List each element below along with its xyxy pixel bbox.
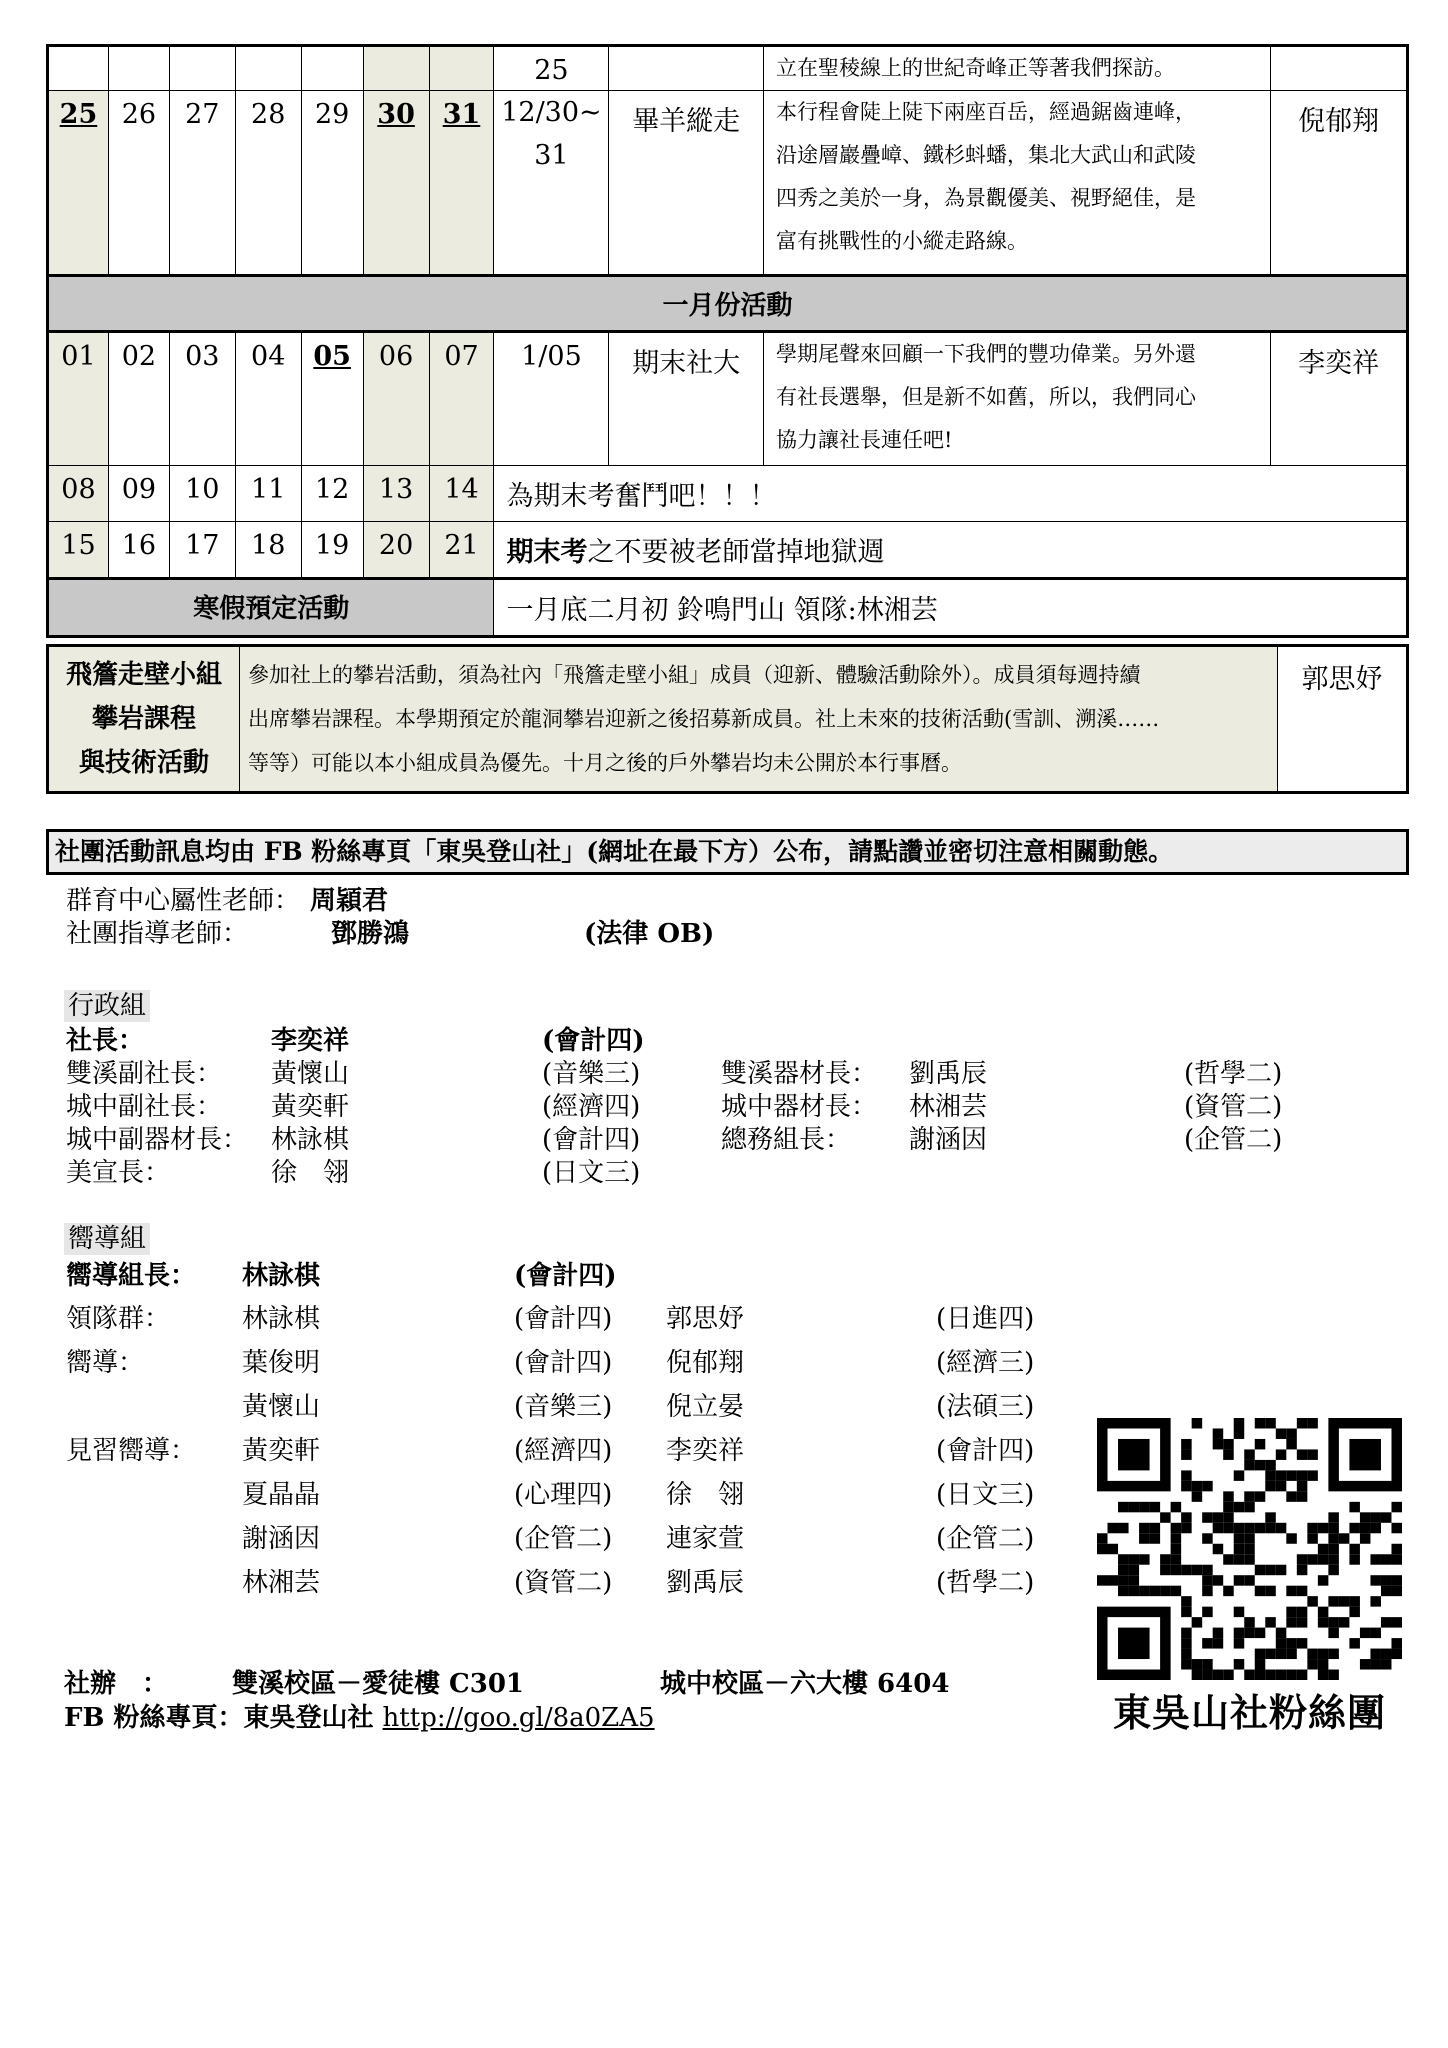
guide-name: 夏晶晶 [242,1480,321,1510]
schedule-row: 01 02 03 04 05 06 07 1/05 期末社大 學期尾聲來回顧一下我們的豐功偉業。另外還 有社長選舉，但是新不如舊，所以，我們同心 協力讓社長連任吧! 李奕祥 [48,332,1408,466]
admin-dept2: (哲學二) [1184,1059,1283,1089]
guide-title: 領隊群： [66,1304,171,1334]
event-name [609,46,764,91]
guide-dept: (心理四) [514,1480,613,1510]
guide-dept2: (日進四) [936,1304,1035,1334]
schedule-row: 25 26 27 28 29 30 31 12/30~ 31 畢羊縱走 本行程會陡上陡下兩座百岳，經過鋸齒連峰， 沿途層巖疊嶂、鐵杉蚪蟠，集北大武山和武陵 四秀之美於一身，為景觀優美、視野絕佳，是 富有挑戰性的小縱走路線。 倪郁翔 [48,91,1408,276]
guide-dept: (資管二) [514,1568,613,1598]
schedule-row: 08 09 10 11 12 13 14 為期末考奮鬥吧！！！ [48,466,1408,522]
guide-name: 黃懷山 [242,1392,321,1422]
club-office: 社辦 ： 雙溪校區－愛徒樓 C301 城中校區－六大樓 6404 [64,1669,950,1699]
admin-dept: (音樂三) [542,1059,641,1089]
event-name: 畢羊縱走 [609,91,764,276]
guide-dept: (會計四) [514,1348,613,1378]
guide-name2: 郭思妤 [666,1304,745,1334]
winter-activity-text: 一月底二月初 鈴鳴門山 領隊:林湘芸 [494,579,1408,637]
guide-name2: 倪立晏 [666,1392,745,1422]
guide-dept: (經濟四) [514,1436,613,1466]
admin-title2: 總務組長： [721,1125,852,1155]
guide-title: 嚮導： [66,1348,145,1378]
schedule-row [48,579,1408,637]
event-leader [1271,46,1408,91]
january-activities-heading: 一月份活動 [48,276,1408,332]
event-leader: 李奕祥 [1271,332,1408,466]
guide-title: 見習嚮導： [66,1436,197,1466]
event-date: 1/05 [494,332,609,466]
admin-dept: (會計四) [542,1125,641,1155]
guide-dept2: (法碩三) [936,1392,1035,1422]
guide-group-heading: 嚮導組 [64,1223,150,1255]
admin-title: 社長： [66,1026,145,1056]
guide-name: 謝涵因 [242,1524,321,1554]
guide-dept2: (經濟三) [936,1348,1035,1378]
admin-dept: (經濟四) [542,1092,641,1122]
admin-dept: (日文三) [542,1158,641,1188]
week-notice: 為期末考奮鬥吧！！！ [494,466,1408,522]
admin-dept2: (資管二) [1184,1092,1283,1122]
qr-code-icon [1097,1418,1402,1680]
fb-page: FB 粉絲專頁：東吳登山社 http://goo.gl/8a0ZA5 [64,1703,655,1733]
guide-dept: (會計四) [514,1261,617,1291]
admin-title2: 雙溪器材長： [721,1059,878,1089]
admin-title: 城中副器材長： [66,1125,249,1155]
guide-dept: (音樂三) [514,1392,613,1422]
guide-name: 黃奕軒 [242,1436,321,1466]
club-advisor: 社團指導老師： 鄧勝鴻 (法律 OB) [66,919,715,949]
winter-activity-label: 寒假預定活動 [48,579,494,637]
admin-name: 黃奕軒 [271,1092,350,1122]
admin-title: 雙溪副社長： [66,1059,223,1089]
schedule-row [48,46,1408,91]
event-name: 期末社大 [609,332,764,466]
admin-title: 城中副社長： [66,1092,223,1122]
event-leader: 倪郁翔 [1271,91,1408,276]
guide-name2: 李奕祥 [666,1436,745,1466]
schedule-table [46,44,1409,638]
center-advisor: 群育中心屬性老師： 周穎君 [66,886,389,916]
announcement-bar: 社團活動訊息均由 FB 粉絲專頁「東吳登山社」(網址在最下方）公布，請點讚並密切注意相關動態。 [46,829,1409,875]
event-date: 12/30~ 31 [494,91,609,276]
schedule-row: 15 16 17 18 19 20 21 期末考之不要被老師當掉地獄週 [48,522,1408,579]
guide-name: 林湘芸 [242,1568,321,1598]
guide-title: 嚮導組長： [66,1261,197,1291]
event-description: 本行程會陡上陡下兩座百岳，經過鋸齒連峰， 沿途層巖疊嶂、鐵杉蚪蟠，集北大武山和武陵 四秀之美於一身，為景觀優美、視野絕佳，是 富有挑戰性的小縱走路線。 [763,91,1270,276]
climbing-group-box [46,644,1409,794]
event-description: 學期尾聲來回顧一下我們的豐功偉業。另外還 有社長選舉，但是新不如舊，所以，我們同心 協力讓社長連任吧! [763,332,1270,466]
admin-title2: 城中器材長： [721,1092,878,1122]
guide-name: 林詠棋 [242,1261,321,1291]
event-date: 25 [494,46,609,91]
guide-dept: (會計四) [514,1304,613,1334]
qr-caption: 東吳山社粉絲團 [1112,1691,1386,1735]
climbing-group-description: 參加社上的攀岩活動，須為社內「飛簷走壁小組」成員（迎新、體驗活動除外）。成員須每週持續 出席攀岩課程。本學期預定於龍洞攀岩迎新之後招募新成員。社上未來的技術活動(雪訓、溯溪…… 等等）可能以本小組成員為優先。十月之後的戶外攀岩均未公開於本行事曆。 [240,646,1278,793]
admin-name2: 謝涵因 [909,1125,988,1155]
climbing-group-title: 飛簷走壁小組 攀岩課程 與技術活動 [48,646,240,793]
admin-dept: (會計四) [542,1026,645,1056]
guide-name2: 劉禹辰 [666,1568,745,1598]
guide-name2: 徐 翎 [666,1480,745,1510]
guide-dept2: (哲學二) [936,1568,1035,1598]
guide-name2: 連家萱 [666,1524,745,1554]
guide-dept: (企管二) [514,1524,613,1554]
climbing-group-leader: 郭思妤 [1278,646,1408,793]
admin-name: 徐 翎 [271,1158,350,1188]
guide-dept2: (企管二) [936,1524,1035,1554]
guide-name: 葉俊明 [242,1348,321,1378]
admin-name2: 劉禹辰 [909,1059,988,1089]
admin-title: 美宣長： [66,1158,171,1188]
admin-name2: 林湘芸 [909,1092,988,1122]
admin-name: 李奕祥 [271,1026,350,1056]
event-description: 立在聖稜線上的世紀奇峰正等著我們探訪。 [763,46,1270,91]
admin-dept2: (企管二) [1184,1125,1283,1155]
week-notice: 期末考之不要被老師當掉地獄週 [494,522,1408,579]
section-header [48,276,1408,332]
admin-name: 林詠棋 [271,1125,350,1155]
fb-page-link[interactable]: http://goo.gl/8a0ZA5 [382,1703,655,1733]
guide-dept2: (會計四) [936,1436,1035,1466]
admin-group-heading: 行政組 [64,990,150,1022]
guide-dept2: (日文三) [936,1480,1035,1510]
guide-name: 林詠棋 [242,1304,321,1334]
guide-name2: 倪郁翔 [666,1348,745,1378]
admin-name: 黃懷山 [271,1059,350,1089]
